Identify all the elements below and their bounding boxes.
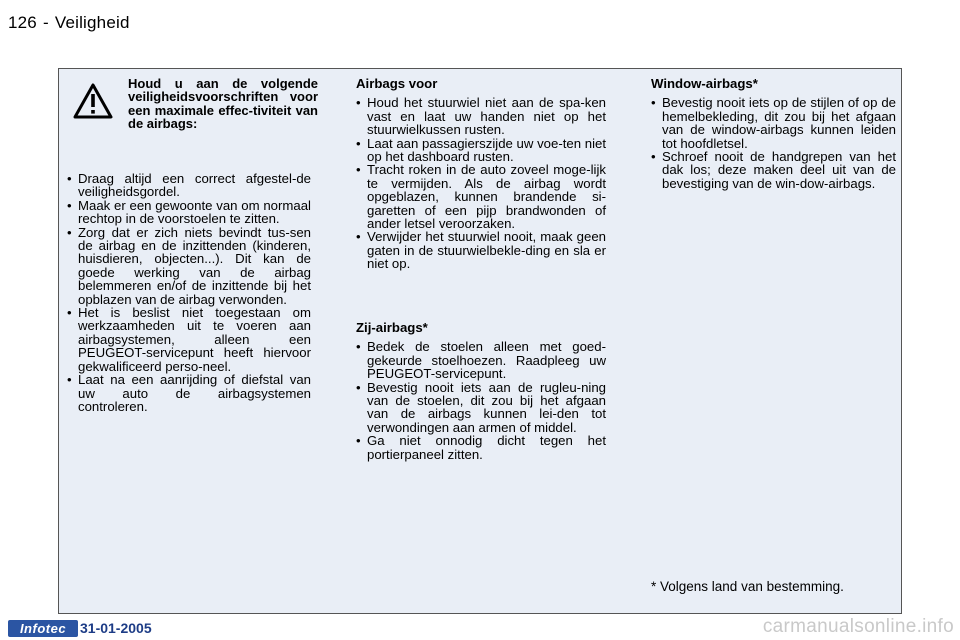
header-separator: - <box>42 13 49 32</box>
general-safety-list <box>67 172 311 413</box>
warning-title: Houd u aan de volgende veiligheidsvoorschriften voor een maximale effec-tiviteit van de airbags: <box>128 76 318 132</box>
front-airbags-section <box>356 77 606 271</box>
list-item: • Bevestig nooit iets aan de rugleu-ning van de stoelen, dit zou bij het afgaan van de airbags kunnen lei-den tot verwondingen aan armen of middel. <box>356 381 606 435</box>
side-airbags-list <box>356 340 606 461</box>
front-airbags-title: Airbags voor <box>356 76 438 91</box>
column-general <box>67 69 318 414</box>
infotec-logo: Infotec <box>8 620 78 637</box>
front-airbags-list <box>356 96 606 270</box>
content-panel <box>58 68 902 614</box>
side-airbags-title: Zij-airbags* <box>356 320 428 335</box>
list-item: • Het is beslist niet toegestaan om werkzaamheden uit te voeren aan airbagsystemen, alleen een PEUGEOT-servicepunt heeft hiervoor gekwalificeerd perso-neel. <box>67 306 311 373</box>
window-airbags-list <box>651 96 896 190</box>
section-title: Veiligheid <box>54 13 130 32</box>
list-item: • Maak er een gewoonte van om normaal rechtop in de voorstoelen te zitten. <box>67 199 311 226</box>
page-header <box>8 13 130 33</box>
warning-block <box>67 69 318 159</box>
list-item: • Laat na een aanrijding of diefstal van uw auto de airbagsystemen controleren. <box>67 373 311 413</box>
list-item: • Bedek de stoelen alleen met goed-gekeurde stoelhoezen. Raadpleeg uw PEUGEOT-servicepunt. <box>356 340 606 380</box>
side-airbags-section <box>356 321 606 461</box>
footnote: * Volgens land van bestemming. <box>651 579 844 594</box>
footer-date: 31-01-2005 <box>80 620 152 636</box>
list-item: • Draag altijd een correct afgestel-de veiligheidsgordel. <box>67 172 311 199</box>
list-item: • Tracht roken in de auto zoveel moge-lijk te vermijden. Als de airbag wordt opgeblazen, kunnen brandende si-garetten of een pijp brandwonden of ander letsel veroorzaken. <box>356 163 606 230</box>
list-item: • Houd het stuurwiel niet aan de spa-ken vast en laat uw handen niet op het stuurwielkussen rusten. <box>356 96 606 136</box>
list-item: • Zorg dat er zich niets bevindt tus-sen de airbag en de inzittenden (kinderen, huisdieren, objecten...). Dit kan de goede werking van de airbag belemmeren en/of de inzittende bij het opblazen van de airbag verwonden. <box>67 226 311 306</box>
list-item: • Bevestig nooit iets op de stijlen of op de hemelbekleding, dit zou bij het afgaan van de window-airbags kunnen leiden tot hoofdletsel. <box>651 96 896 150</box>
watermark: carmanualsonline.info <box>762 616 954 637</box>
window-airbags-section <box>651 77 896 190</box>
page-number: 126 <box>8 13 37 32</box>
list-item: • Ga niet onnodig dicht tegen het portierpaneel zitten. <box>356 434 606 461</box>
list-item: • Schroef nooit de handgrepen van het dak los; deze maken deel uit van de bevestiging van de win-dow-airbags. <box>651 150 896 190</box>
warning-triangle-icon <box>73 83 113 119</box>
list-item: • Verwijder het stuurwiel nooit, maak geen gaten in de stuurwielbekle-ding en sla er niet op. <box>356 230 606 270</box>
window-airbags-title: Window-airbags* <box>651 76 758 91</box>
list-item: • Laat aan passagierszijde uw voe-ten niet op het dashboard rusten. <box>356 137 606 164</box>
